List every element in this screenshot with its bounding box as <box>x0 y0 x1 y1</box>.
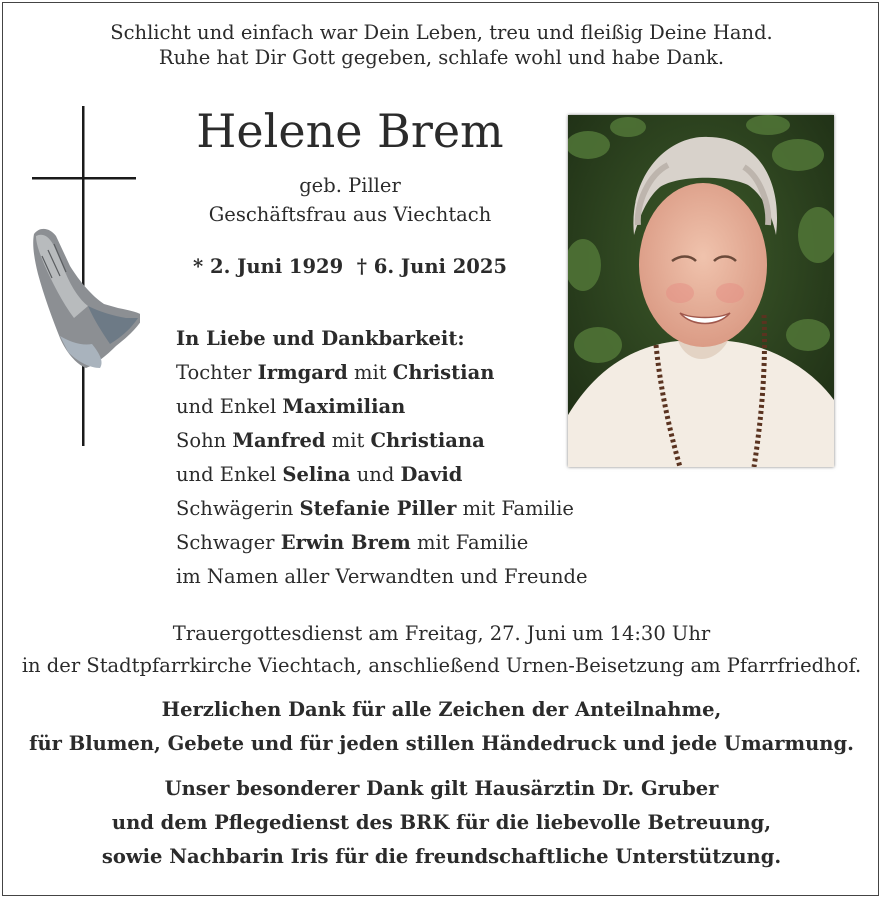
motto <box>0 20 883 70</box>
thanks-line-3: Unser besonderer Dank gilt Hausärztin Dr. Gruber <box>164 777 719 800</box>
mourners-list <box>176 322 588 594</box>
mourner-line: im Namen aller Verwandten und Freunde <box>176 565 588 588</box>
thanks-line-4: und dem Pflegedienst des BRK für die liebevolle Betreuung, <box>111 811 772 834</box>
funeral-service <box>0 618 883 682</box>
mourner-line: Sohn Manfred mit Christiana <box>176 429 485 452</box>
cross-icon <box>30 106 140 446</box>
praying-hands-icon <box>33 229 140 368</box>
birth-name: geb. Piller <box>299 174 401 197</box>
service-line-1: Trauergottesdienst am Freitag, 27. Juni um 14:30 Uhr <box>172 622 711 645</box>
birth-date: * 2. Juni 1929 <box>193 255 344 278</box>
mourner-line: Tochter Irmgard mit Christian <box>176 361 495 384</box>
deceased-details <box>180 171 520 229</box>
thanks-general <box>0 693 883 761</box>
thanks-special <box>0 772 883 874</box>
portrait-photo <box>568 115 834 467</box>
motto-line-2: Ruhe hat Dir Gott gegeben, schlafe wohl und habe Dank. <box>158 46 725 69</box>
thanks-line-1: Herzlichen Dank für alle Zeichen der Anteilnahme, <box>161 698 722 721</box>
life-dates <box>180 254 520 280</box>
thanks-line-5: sowie Nachbarin Iris für die freundschaftliche Unterstützung. <box>101 845 782 868</box>
service-line-2: in der Stadtpfarrkirche Viechtach, anschließend Urnen-Beisetzung am Pfarrfriedhof. <box>21 654 862 677</box>
mourners-heading: In Liebe und Dankbarkeit: <box>176 327 465 350</box>
thanks-line-2: für Blumen, Gebete und für jeden stillen Händedruck und jede Umarmung. <box>29 732 854 755</box>
mourner-line: Schwägerin Stefanie Piller mit Familie <box>176 497 574 520</box>
death-date: † 6. Juni 2025 <box>356 255 507 278</box>
deceased-name: Helene Brem <box>196 104 504 158</box>
motto-line-1: Schlicht und einfach war Dein Leben, treu und fleißig Deine Hand. <box>110 21 773 44</box>
mourner-line: und Enkel Maximilian <box>176 395 406 418</box>
mourner-line: Schwager Erwin Brem mit Familie <box>176 531 529 554</box>
occupation: Geschäftsfrau aus Viechtach <box>208 203 492 226</box>
mourner-line: und Enkel Selina und David <box>176 463 463 486</box>
